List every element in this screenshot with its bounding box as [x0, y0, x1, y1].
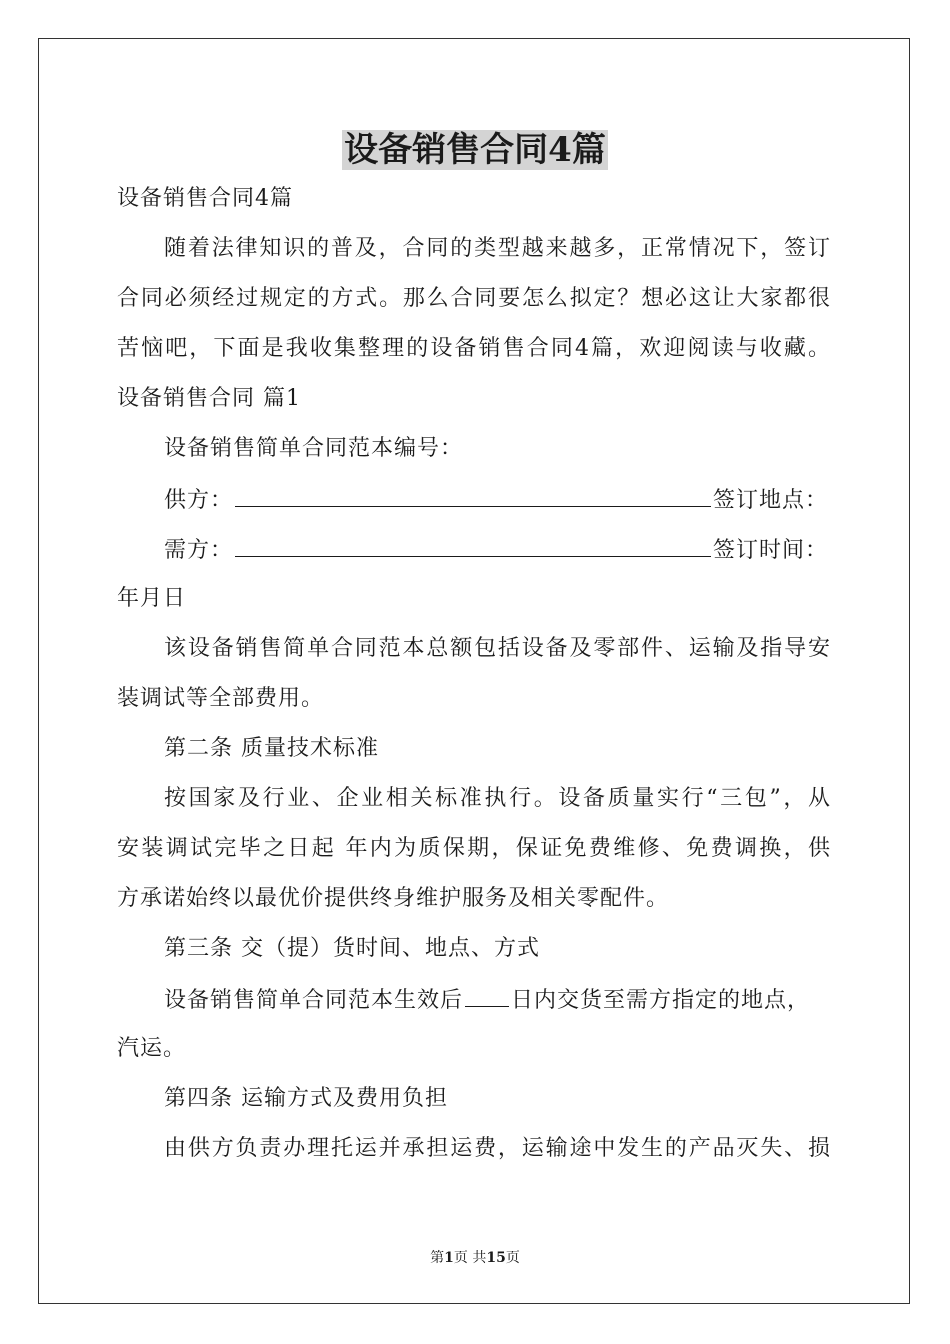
article-4-line-1: 由供方负责办理托运并承担运费，运输途中发生的产品灭失、损: [164, 1136, 831, 1161]
page-title-text: 设备销售合同4篇: [344, 130, 606, 170]
footer-current-page: 1: [444, 1250, 454, 1266]
intro-line-2: 合同必须经过规定的方式。那么合同要怎么拟定？想必这让大家都很: [117, 286, 831, 311]
intro-line-1: 随着法律知识的普及，合同的类型越来越多，正常情况下，签订: [164, 236, 831, 261]
article-3-title: 第三条 交（提）货时间、地点、方式: [164, 936, 540, 961]
sign-time-label: 签订时间：: [713, 538, 829, 563]
supplier-row: [164, 484, 828, 516]
article-2-line-3: 方承诺始终以最优价提供终身维护服务及相关零配件。: [117, 886, 670, 911]
buyer-blank: [235, 534, 711, 557]
article-3-line-1-a: 设备销售简单合同范本生效后: [164, 988, 464, 1013]
footer-prefix: 第: [430, 1250, 445, 1266]
buyer-row: [164, 534, 828, 566]
article-4-title: 第四条 运输方式及费用负担: [164, 1086, 448, 1111]
supplier-blank: [235, 484, 711, 507]
date-text: 年月日: [117, 586, 187, 611]
contract-number-label: 设备销售简单合同范本编号：: [164, 436, 464, 461]
article-2-line-2: 安装调试完毕之日起 年内为质保期，保证免费维修、免费调换，供: [117, 836, 831, 861]
page-title: [0, 128, 950, 172]
footer-total-pages: 15: [486, 1250, 506, 1266]
sign-place-label: 签订地点：: [713, 488, 829, 513]
article-3-line-1-b: 日内交货至需方指定的地点，: [511, 988, 811, 1013]
article-3-line-2: 汽运。: [117, 1036, 187, 1061]
article-2-line-1: 按国家及行业、企业相关标准执行。设备质量实行“三包”，从: [164, 786, 831, 811]
buyer-label: 需方：: [164, 538, 234, 563]
section-heading: 设备销售合同 篇1: [117, 386, 301, 411]
delivery-days-blank: [465, 984, 509, 1007]
document-subtitle: 设备销售合同4篇: [117, 186, 293, 211]
total-line-1: 该设备销售简单合同范本总额包括设备及零部件、运输及指导安: [164, 636, 831, 661]
footer-mid: 页 共: [453, 1250, 487, 1266]
footer-suffix: 页: [505, 1250, 520, 1266]
article-2-title: 第二条 质量技术标准: [164, 736, 379, 761]
article-3-line-1: [164, 984, 810, 1016]
page-footer: [0, 1249, 950, 1267]
supplier-label: 供方：: [164, 488, 234, 513]
intro-line-3: 苦恼吧，下面是我收集整理的设备销售合同4篇，欢迎阅读与收藏。: [117, 336, 831, 361]
page-border: [38, 38, 910, 1304]
total-line-2: 装调试等全部费用。: [117, 686, 325, 711]
